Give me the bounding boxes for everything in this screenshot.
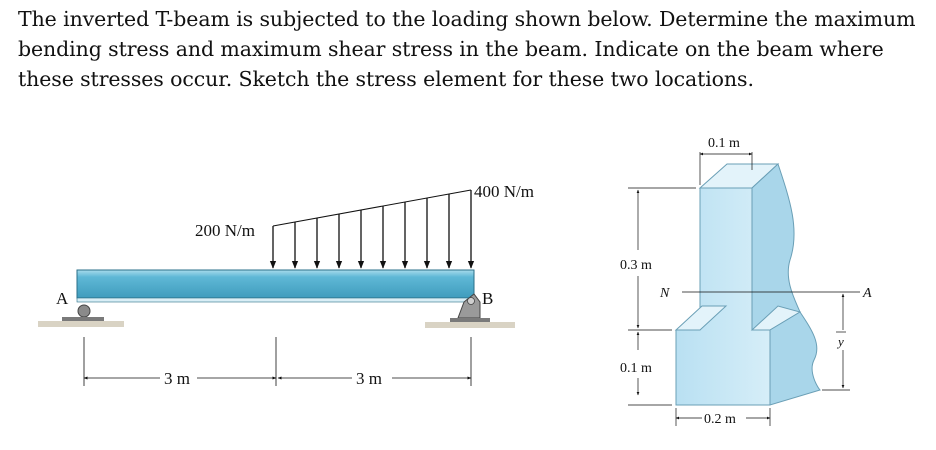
dim-base-width: 0.2 m (704, 412, 736, 427)
beam-diagram (38, 182, 534, 388)
dim-top-width: 0.1 m (708, 136, 740, 151)
beam-bottom-edge (77, 298, 474, 302)
distributed-load (273, 190, 471, 268)
dim-ybar: y (838, 334, 844, 349)
beam-body (77, 270, 474, 298)
support-label-a: A (56, 289, 69, 308)
neutral-axis-a: A (863, 286, 872, 301)
t-section-diagram (620, 136, 872, 427)
problem-line-2: bending stress and maximum shear stress in the beam. Indicate on the beam where (18, 37, 884, 61)
dim-web-height: 0.3 m (620, 258, 652, 273)
problem-line-1: The inverted T-beam is subjected to the loading shown below. Determine the maximum (18, 7, 916, 31)
flange-side-face (770, 312, 820, 405)
neutral-axis-n: N (660, 286, 670, 301)
span-dimensions (84, 337, 471, 386)
load-label-right: 400 N/m (474, 182, 534, 201)
span-label-2: 3 m (356, 369, 382, 388)
problem-line-3: these stresses occur. Sketch the stress element for these two locations. (18, 67, 754, 91)
span-label-1: 3 m (164, 369, 190, 388)
dim-flange-height: 0.1 m (620, 361, 652, 376)
support-label-b: B (482, 289, 494, 308)
load-label-left: 200 N/m (195, 221, 255, 240)
web-side-face (752, 164, 800, 330)
roller-support-a (38, 305, 124, 327)
